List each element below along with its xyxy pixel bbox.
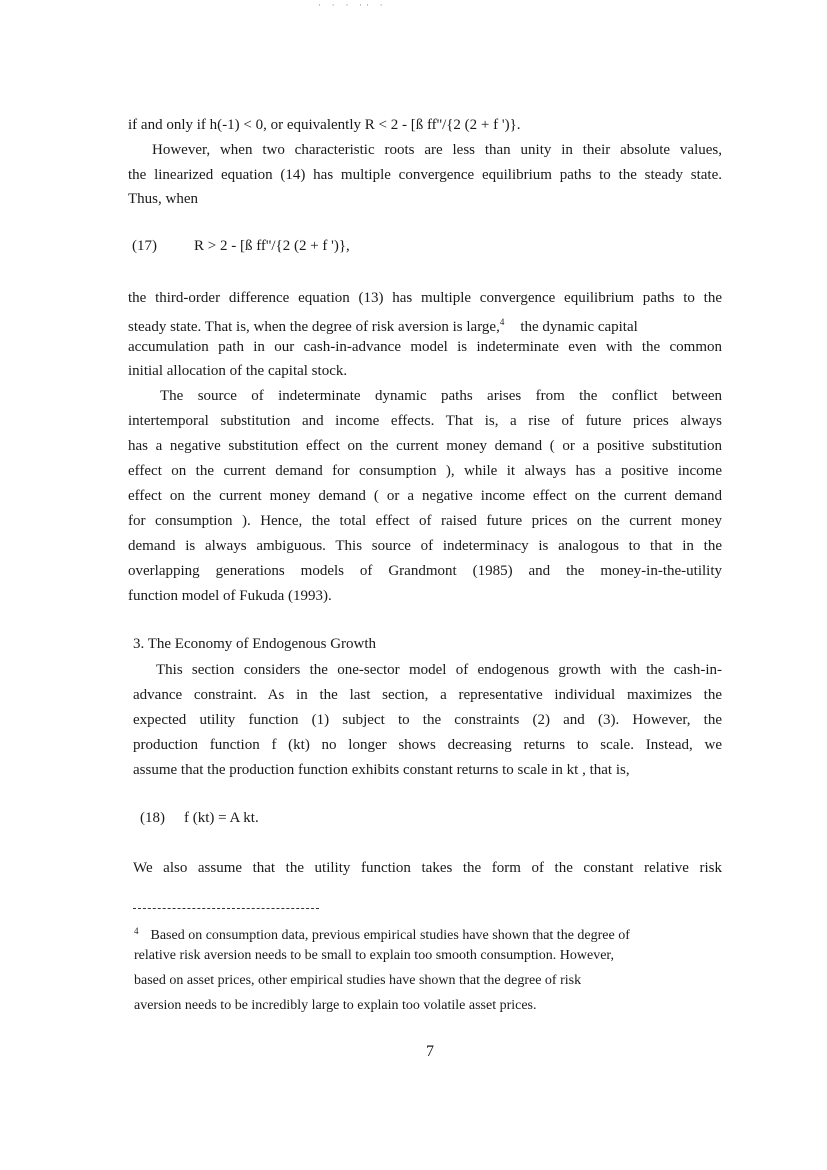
- equation-17: [132, 238, 350, 255]
- text-line: for consumption ). Hence, the total effect of raised future prices on the current money: [128, 513, 722, 529]
- text-line: effect on the current demand for consumption ), while it always has a positive income: [128, 463, 722, 479]
- footnote-rule: [133, 908, 319, 909]
- text-line: advance constraint. As in the last section, a representative individual maximizes the: [133, 687, 722, 703]
- section-heading: 3. The Economy of Endogenous Growth: [133, 636, 377, 652]
- text-line: initial allocation of the capital stock.: [128, 363, 348, 379]
- text-line: This section considers the one-sector model of endogenous growth with the cash-in-: [156, 662, 722, 678]
- page-number: 7: [426, 1043, 434, 1060]
- text-line: However, when two characteristic roots are less than unity in their absolute values,: [152, 142, 722, 158]
- text-line: intertemporal substitution and income effects. That is, a rise of future prices always: [128, 413, 722, 429]
- text-line: the linearized equation (14) has multiple convergence equilibrium paths to the steady state.: [128, 167, 722, 183]
- footnote-mark: 4: [134, 926, 139, 936]
- text-line: assume that the production function exhibits constant returns to scale in kt , that is,: [133, 762, 630, 778]
- text-line: function model of Fukuda (1993).: [128, 588, 332, 604]
- text-line: the third-order difference equation (13) has multiple convergence equilibrium paths to the: [128, 290, 722, 306]
- text-line: Thus, when: [128, 191, 198, 207]
- text-line: overlapping generations models of Grandmont (1985) and the money-in-the-utility: [128, 563, 722, 579]
- text-segment: steady state. That is, when the degree of risk aversion is large,: [128, 319, 500, 335]
- scan-marks: · · · ·· ·: [318, 1, 387, 11]
- footnote-text: Based on consumption data, previous empirical studies have shown that the degree of: [150, 928, 630, 943]
- footnote-reference: 4: [499, 317, 505, 327]
- footnote-line: aversion needs to be incredibly large to explain too volatile asset prices.: [134, 998, 537, 1013]
- text-line: demand is always ambiguous. This source of indeterminacy is analogous to that in the: [128, 538, 722, 554]
- text-line: if and only if h(-1) < 0, or equivalently R < 2 - [ß ff''/{2 (2 + f ')}.: [128, 117, 521, 133]
- footnote-line: relative risk aversion needs to be small to explain too smooth consumption. However,: [134, 948, 615, 963]
- equation-expression: f (kt) = A kt.: [184, 810, 259, 826]
- text-line: We also assume that the utility function takes the form of the constant relative risk: [133, 860, 722, 876]
- text-line: has a negative substitution effect on the current money demand ( or a positive substitution: [128, 438, 722, 454]
- equation-number: (18): [140, 810, 165, 826]
- text-segment: the dynamic capital: [520, 319, 638, 335]
- text-line: effect on the current money demand ( or a negative income effect on the current demand: [128, 488, 722, 504]
- text-line: accumulation path in our cash-in-advance model is indeterminate even with the common: [128, 339, 722, 355]
- text-line: The source of indeterminate dynamic paths arises from the conflict between: [160, 388, 722, 404]
- text-line: production function f (kt) no longer shows decreasing returns to scale. Instead, we: [133, 737, 722, 753]
- equation-number: (17): [132, 238, 157, 254]
- text-line: [128, 313, 638, 336]
- equation-18: [140, 810, 259, 827]
- equation-expression: R > 2 - [ß ff''/{2 (2 + f ')},: [194, 238, 350, 254]
- footnote-line: based on asset prices, other empirical studies have shown that the degree of risk: [134, 973, 582, 988]
- footnote-line: [134, 922, 630, 945]
- text-line: expected utility function (1) subject to the constraints (2) and (3). However, the: [133, 712, 722, 728]
